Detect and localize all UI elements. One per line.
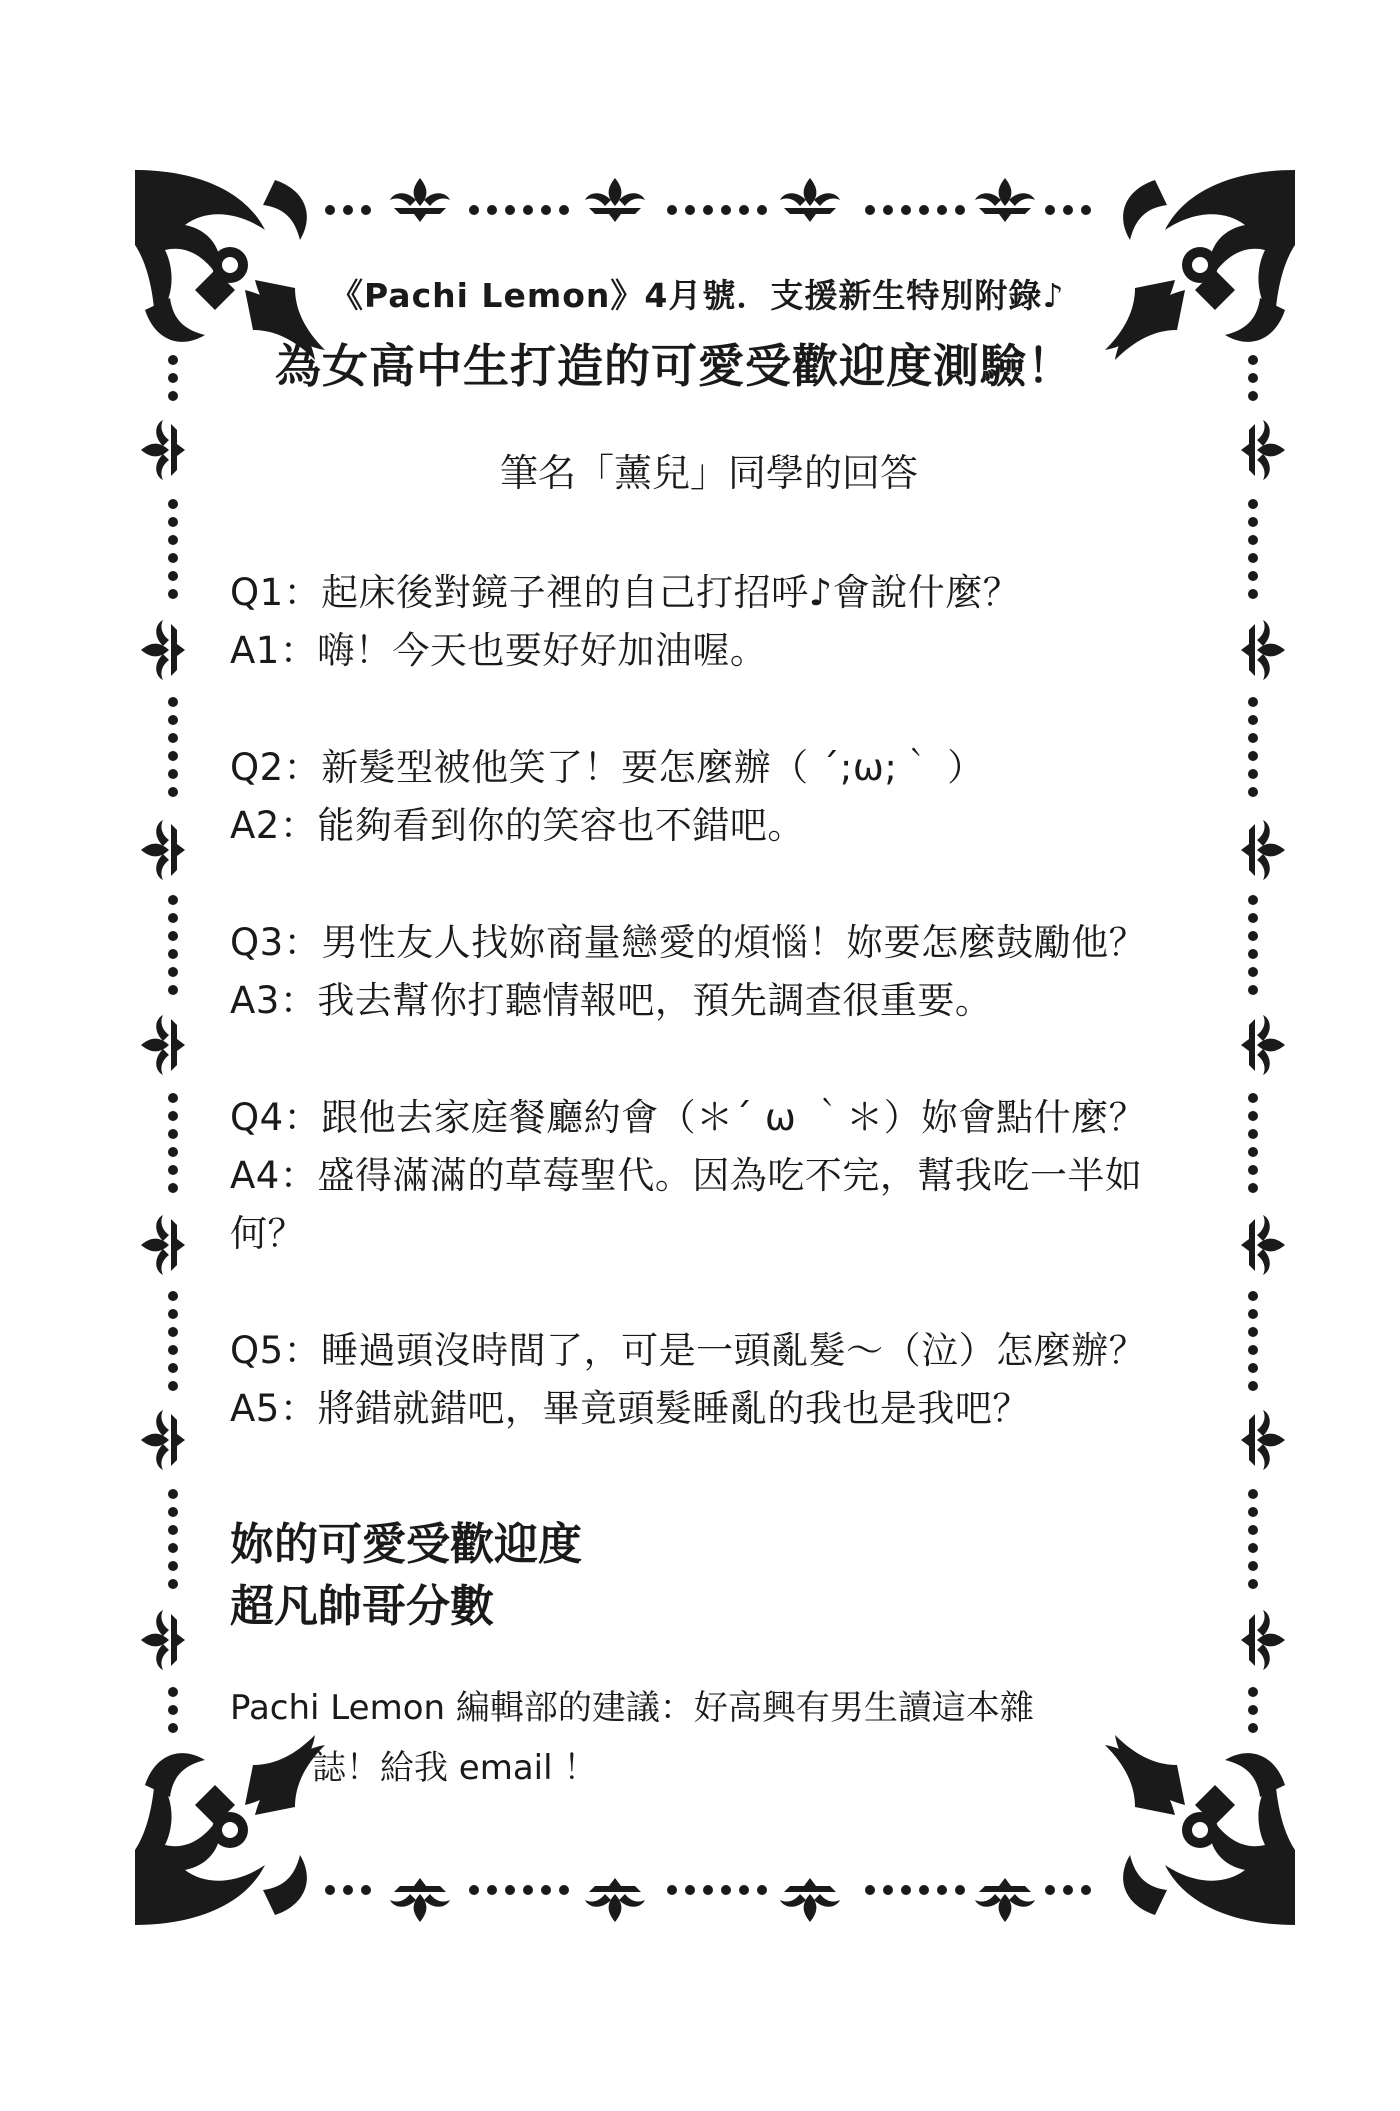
advice-line-1: Pachi Lemon 編輯部的建議：好高興有男生讀這本雜 (230, 1688, 1034, 1728)
advice-line-2: 誌！給我 email ！ (312, 1748, 598, 1788)
header-line-1: 《Pachi Lemon》4月號．支援新生特別附錄♪ (330, 276, 1065, 315)
answer-5: A5：將錯就錯吧，畢竟頭髮睡亂的我也是我吧？ (230, 1387, 1030, 1430)
result-line-2: 超凡帥哥分數 (230, 1581, 494, 1632)
header-line-2: 為女高中生打造的可愛受歡迎度測驗！ (275, 339, 1074, 393)
question-4: Q4：跟他去家庭餐廳約會（＊´ ω ｀＊）妳會點什麼？ (230, 1096, 1147, 1139)
answer-1: A1：嗨！今天也要好好加油喔。 (230, 629, 768, 672)
subtitle: 筆名「薰兒」同學的回答 (500, 451, 919, 495)
question-1: Q1：起床後對鏡子裡的自己打招呼♪會說什麼？ (230, 571, 1021, 614)
question-3: Q3：男性友人找妳商量戀愛的煩惱！妳要怎麼鼓勵他？ (230, 921, 1147, 964)
answer-4: A4：盛得滿滿的草莓聖代。因為吃不完，幫我吃一半如 (230, 1154, 1143, 1197)
question-5: Q5：睡過頭沒時間了，可是一頭亂髮～（泣）怎麼辦？ (230, 1329, 1147, 1372)
answer-3: A3：我去幫你打聽情報吧，預先調查很重要。 (230, 979, 993, 1022)
answer-2: A2：能夠看到你的笑容也不錯吧。 (230, 804, 805, 847)
answer-4-continued: 何？ (230, 1212, 305, 1255)
question-2: Q2：新髮型被他笑了！要怎麼辦（ ´;ω;｀ ） (230, 746, 985, 789)
result-line-1: 妳的可愛受歡迎度 (230, 1519, 582, 1570)
